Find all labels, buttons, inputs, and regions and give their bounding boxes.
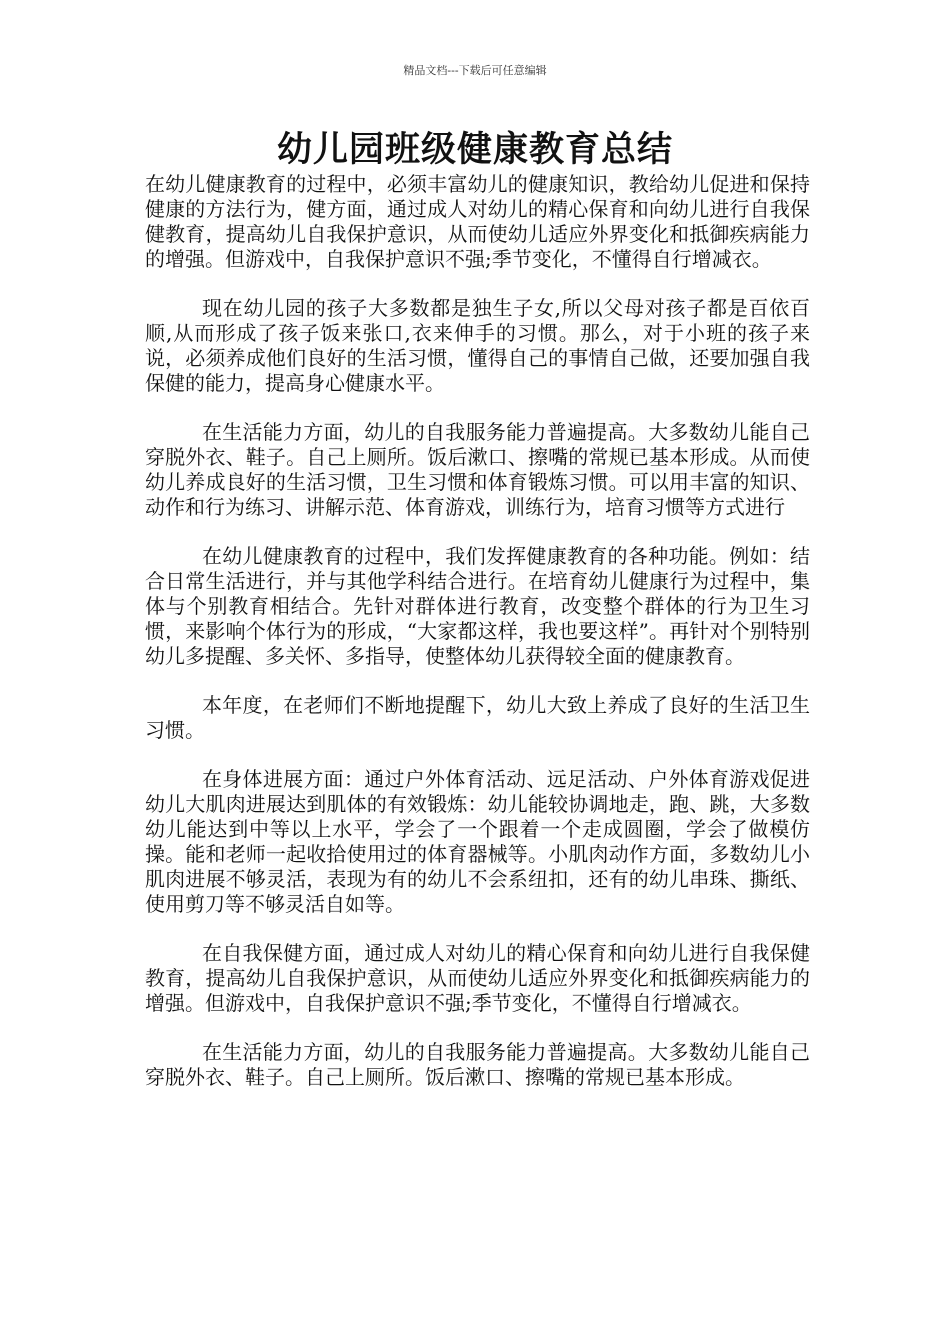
paragraph-5: 本年度，在老师们不断地提醒下，幼儿大致上养成了良好的生活卫生习惯。 [145, 693, 810, 742]
paragraph-4: 在幼儿健康教育的过程中，我们发挥健康教育的各种功能。例如：结合日常生活进行，并与其他学科结合进行。在培育幼儿健康行为过程中，集体与个别教育相结合。先针对群体进行教育，改变整个群体的行为卫生习惯，来影响个体行为的形成，“大家都这样，我也要这样”。再针对个别特别幼儿多提醒、多关怀、多指导，使整体幼儿获得较全面的健康教育。 [145, 544, 810, 668]
paragraph-8: 在生活能力方面，幼儿的自我服务能力普遍提高。大多数幼儿能自己穿脱外衣、鞋子。自己上厕所。饭后漱口、擦嘴的常规已基本形成。 [145, 1040, 810, 1089]
document-body [145, 172, 810, 1114]
paragraph-3: 在生活能力方面，幼儿的自我服务能力普遍提高。大多数幼儿能自己穿脱外衣、鞋子。自己上厕所。饭后漱口、擦嘴的常规已基本形成。从而使幼儿养成良好的生活习惯，卫生习惯和体育锻炼习惯。可以用丰富的知识、动作和行为练习、讲解示范、体育游戏，训练行为，培育习惯等方式进行 [145, 420, 810, 519]
paragraph-7: 在自我保健方面，通过成人对幼儿的精心保育和向幼儿进行自我保健教育，提高幼儿自我保护意识，从而使幼儿适应外界变化和抵御疾病能力的增强。但游戏中，自我保护意识不强;季节变化，不懂得自行增减衣。 [145, 941, 810, 1015]
page-header: 精品文档---下载后可任意编辑 [403, 64, 547, 77]
paragraph-6: 在身体进展方面：通过户外体育活动、远足活动、户外体育游戏促进幼儿大肌肉进展达到肌体的有效锻炼：幼儿能较协调地走，跑、跳，大多数幼儿能达到中等以上水平，学会了一个跟着一个走成圆圈，学会了做模仿操。能和老师一起收拾使用过的体育器械等。小肌肉动作方面，多数幼儿小肌肉进展不够灵活，表现为有的幼儿不会系纽扣，还有的幼儿串珠、撕纸、使用剪刀等不够灵活自如等。 [145, 767, 810, 916]
document-title: 幼儿园班级健康教育总结 [276, 129, 673, 170]
paragraph-1: 在幼儿健康教育的过程中，必须丰富幼儿的健康知识，教给幼儿促进和保持健康的方法行为，健方面，通过成人对幼儿的精心保育和向幼儿进行自我保健教育，提高幼儿自我保护意识，从而使幼儿适应外界变化和抵御疾病能力的增强。但游戏中，自我保护意识不强;季节变化，不懂得自行增减衣。 [145, 172, 810, 271]
paragraph-2: 现在幼儿园的孩子大多数都是独生子女,所以父母对孩子都是百依百顺,从而形成了孩子饭来张口,衣来伸手的习惯。那么，对于小班的孩子来说，必须养成他们良好的生活习惯，懂得自己的事情自己做，还要加强自我保健的能力，提高身心健康水平。 [145, 296, 810, 395]
